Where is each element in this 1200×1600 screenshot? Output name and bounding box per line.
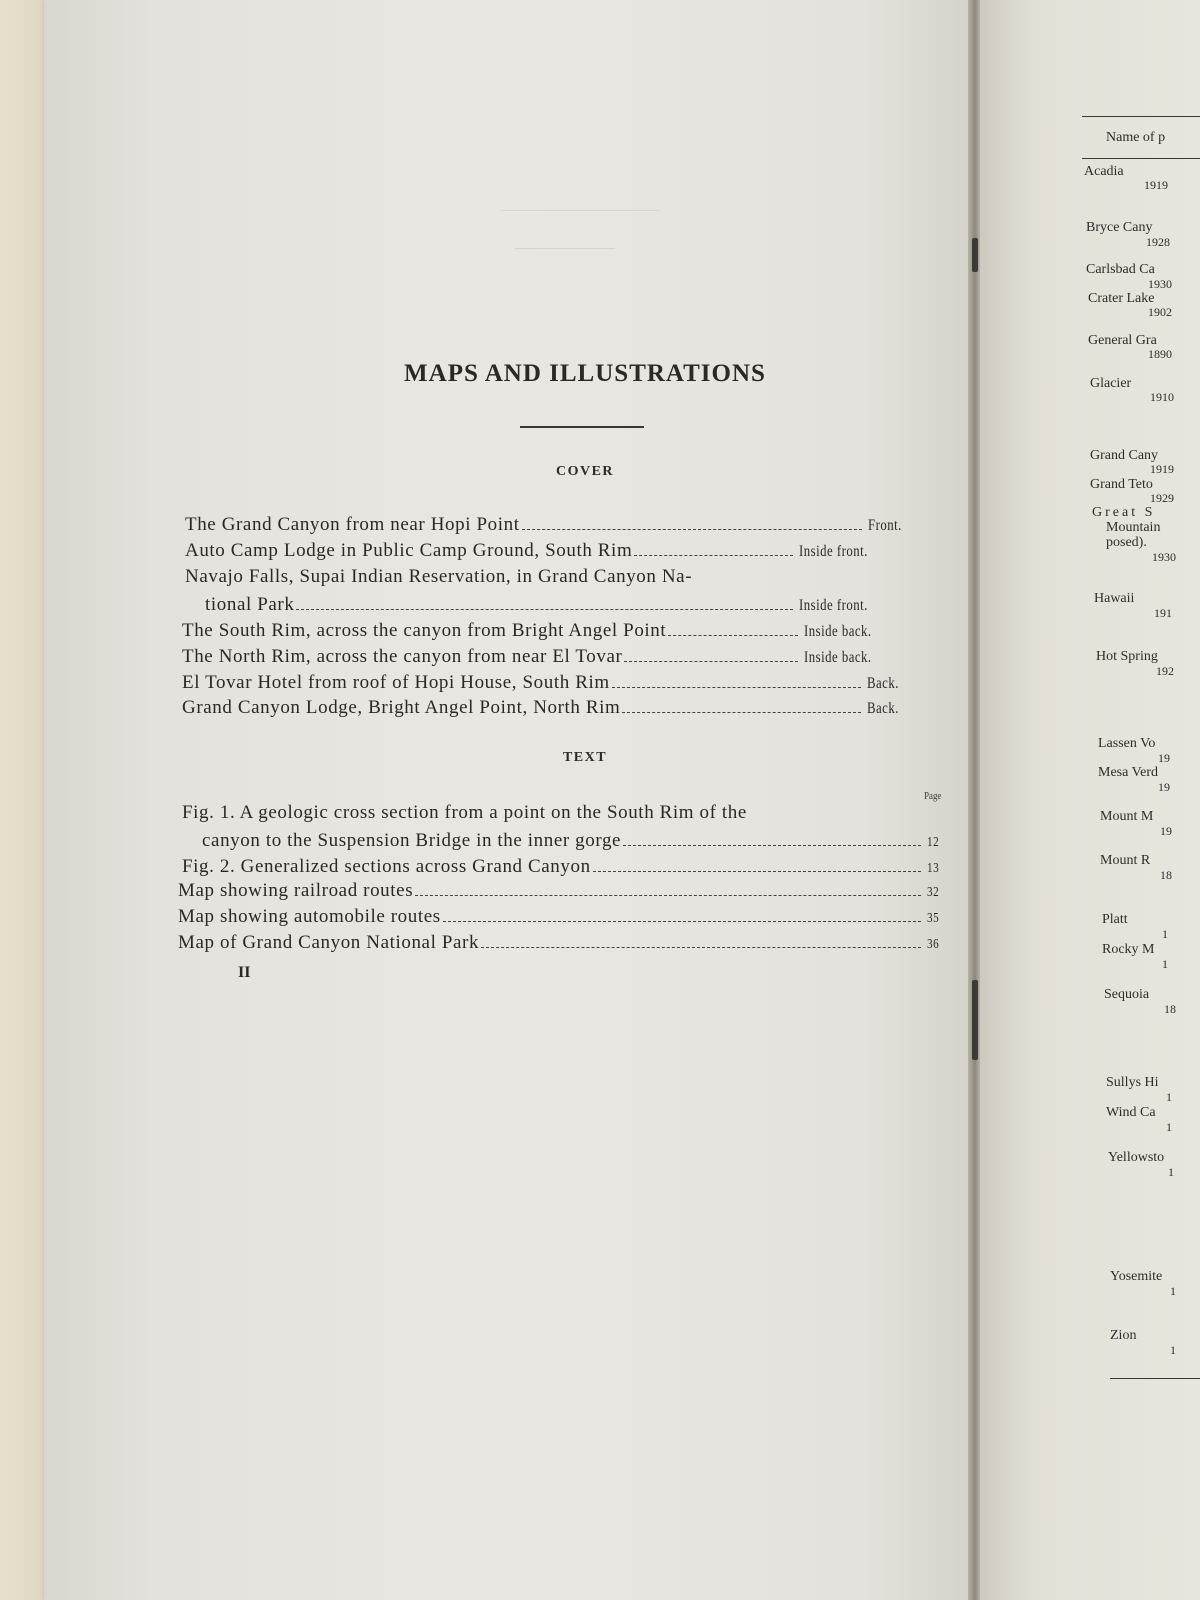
cover-entry-line1: Navajo Falls, Supai Indian Reservation, in Grand Canyon Na- (185, 566, 693, 587)
leader-dots (623, 844, 921, 846)
text-entry (178, 906, 942, 928)
entry-page: Inside front. (798, 597, 868, 614)
cover-entry (185, 540, 945, 562)
entry-label: El Tovar Hotel from roof of Hopi House, South Rim (182, 672, 610, 693)
park-name: Wind Ca (1106, 1105, 1156, 1120)
text-entry (202, 830, 942, 852)
leader-dots (624, 660, 798, 662)
text-entry (178, 932, 942, 954)
park-name: Glacier (1090, 376, 1132, 391)
cover-heading: COVER (555, 464, 615, 479)
park-name: Acadia (1084, 164, 1124, 179)
cover-entry (182, 697, 907, 719)
park-name: Mount R (1100, 853, 1151, 868)
park-name: Sullys Hi (1106, 1075, 1159, 1090)
text-entry (178, 880, 942, 902)
park-year: 1 (1166, 1120, 1172, 1134)
park-name: Crater Lake (1088, 291, 1155, 306)
park-name: Mountain (1106, 520, 1161, 535)
park-name: General Gra (1088, 333, 1157, 348)
leader-dots (668, 634, 798, 636)
table-bottom-rule (1110, 1378, 1200, 1379)
park-year: 1 (1170, 1343, 1176, 1357)
bleed-through-mark (500, 188, 660, 211)
park-name: Hot Spring (1096, 649, 1158, 664)
park-year: 1930 (1148, 277, 1172, 291)
entry-label: Fig. 2. Generalized sections across Grand Canyon (182, 856, 591, 877)
park-name: Yosemite (1110, 1269, 1163, 1284)
park-year: 191 (1154, 606, 1172, 620)
page-title: MAPS AND ILLUSTRATIONS (404, 360, 766, 387)
leader-dots (622, 711, 861, 713)
park-name: Bryce Cany (1086, 220, 1153, 235)
park-year: 1902 (1148, 305, 1172, 319)
park-name: Carlsbad Ca (1086, 262, 1155, 277)
park-name: Yellowsto (1108, 1150, 1165, 1165)
entry-page: Back. (867, 675, 900, 692)
page-column-label: Page (924, 790, 942, 802)
entry-label: Auto Camp Lodge in Public Camp Ground, South Rim (185, 540, 633, 561)
park-name: Mount M (1100, 809, 1154, 824)
park-year: 1 (1166, 1090, 1172, 1104)
park-name: Hawaii (1094, 591, 1135, 606)
park-year: 1 (1170, 1284, 1176, 1298)
entry-label: The South Rim, across the canyon from Bright Angel Point (182, 620, 667, 641)
text-heading: TEXT (562, 750, 608, 765)
park-name: Grand Cany (1090, 448, 1159, 463)
entry-page: Inside back. (804, 623, 873, 640)
entry-page: 32 (926, 885, 939, 900)
entry-page: Inside front. (798, 543, 868, 560)
park-name: posed). (1106, 535, 1147, 550)
staple-bottom (972, 980, 978, 1060)
entry-page: Front. (867, 517, 902, 534)
park-name: Zion (1110, 1328, 1137, 1343)
leader-dots (522, 528, 862, 530)
entry-label: canyon to the Suspension Bridge in the inner gorge (202, 830, 622, 851)
cover-entry (185, 514, 910, 536)
cover-entry (182, 620, 945, 642)
leader-dots (593, 870, 921, 872)
park-year: 19 (1160, 824, 1172, 838)
park-year: 1910 (1150, 390, 1174, 404)
entry-label: The Grand Canyon from near Hopi Point (185, 514, 520, 535)
leader-dots (481, 946, 921, 948)
park-year: 18 (1164, 1002, 1176, 1016)
park-year: 1 (1162, 957, 1168, 971)
park-name: Grand Teto (1090, 477, 1153, 492)
park-year: 1929 (1150, 491, 1174, 505)
table-header-rule (1082, 158, 1200, 159)
park-name: Rocky M (1102, 942, 1155, 957)
entry-label: tional Park (205, 594, 295, 615)
leader-dots (296, 608, 793, 610)
entry-label: Map of Grand Canyon National Park (178, 932, 480, 953)
entry-page: 13 (926, 861, 939, 876)
park-year: 1890 (1148, 347, 1172, 361)
entry-label: Map showing automobile routes (178, 906, 441, 927)
leader-dots (634, 554, 793, 556)
park-year: 1 (1168, 1165, 1174, 1179)
park-year: 1 (1162, 927, 1168, 941)
park-name: Sequoia (1104, 987, 1150, 1002)
park-year: 1930 (1152, 550, 1176, 564)
park-name: Great S (1092, 505, 1156, 520)
park-name: Mesa Verd (1098, 765, 1159, 780)
table-top-rule (1082, 116, 1200, 117)
entry-label: The North Rim, across the canyon from near El Tovar (182, 646, 623, 667)
cover-entry (205, 594, 945, 616)
cover-entry (182, 672, 907, 694)
park-year: 192 (1156, 664, 1174, 678)
park-year: 1928 (1146, 235, 1170, 249)
park-year: 19 (1158, 780, 1170, 794)
park-year: 1919 (1150, 462, 1174, 476)
park-year: 19 (1158, 751, 1170, 765)
entry-label: Map showing railroad routes (178, 880, 414, 901)
entry-page: 12 (926, 835, 939, 850)
park-name: Platt (1102, 912, 1128, 927)
park-year: 1919 (1144, 178, 1168, 192)
leader-dots (612, 686, 861, 688)
entry-page: Inside back. (804, 649, 873, 666)
cover-entry (182, 646, 945, 668)
leader-dots (443, 920, 921, 922)
entry-page: 36 (926, 937, 939, 952)
leader-dots (415, 894, 921, 896)
entry-label: Grand Canyon Lodge, Bright Angel Point, North Rim (182, 697, 621, 718)
left-page (44, 0, 974, 1600)
text-entry (182, 856, 942, 878)
text-entry-line1: Fig. 1. A geologic cross section from a point on the South Rim of the (182, 802, 747, 823)
bleed-through-rule (515, 248, 615, 249)
table-header: Name of p (1106, 130, 1166, 145)
entry-page: Back. (867, 700, 900, 717)
park-year: 18 (1160, 868, 1172, 882)
title-rule (520, 426, 644, 428)
entry-page: 35 (926, 911, 939, 926)
folio-number: II (238, 964, 251, 981)
staple-top (972, 238, 978, 272)
park-name: Lassen Vo (1098, 736, 1156, 751)
